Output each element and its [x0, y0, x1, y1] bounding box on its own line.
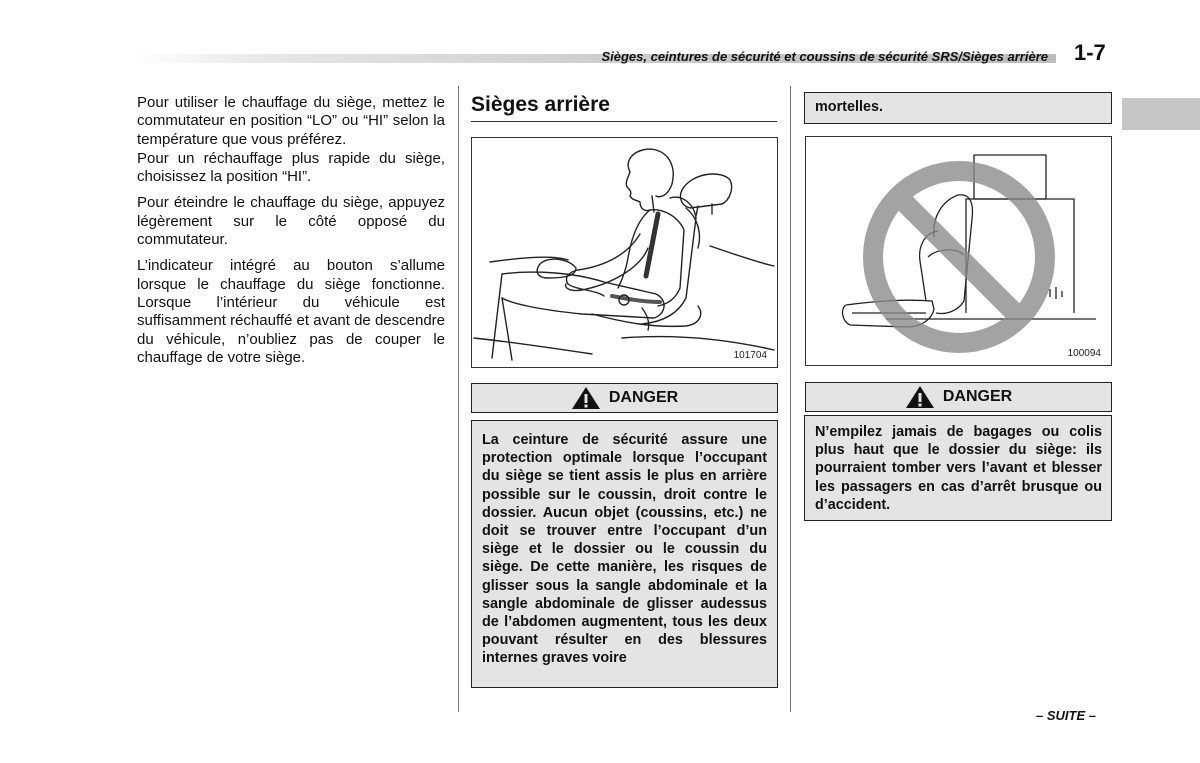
paragraph: Pour un réchauffage plus rapide du siège, choisissez la position “HI”.	[137, 149, 445, 186]
paragraph: Pour utiliser le chauffage du siège, mettez le commutateur en position “LO” ou “HI” selon la température que vous préférez.	[137, 94, 445, 148]
seated-passenger-drawing	[472, 138, 777, 367]
danger-message-box	[804, 415, 1112, 521]
running-header-title: Sièges, ceintures de sécurité et coussins de sécurité SRS/Sièges arrière	[601, 49, 1048, 64]
figure-code: 101704	[733, 350, 767, 361]
danger-header	[805, 382, 1112, 412]
danger-message-box	[471, 420, 778, 688]
danger-message: La ceinture de sécurité assure une protection optimale lorsque l’occupant du siège se tient assis le plus en arrière possible sur le coussin, droit contre le dossier. Aucun objet (coussins, etc.) ne doit se trouver entre l’occupant d’un siège et le dossier ou le coussin du siège. De cette manière, les risques de glisser sous la sangle abdominale et la sangle abdominale de glisser audessus de l’abdomen augmentent, tous les deux pouvant résulter en des blessures internes graves voire	[482, 432, 767, 667]
paragraph: Pour éteindre le chauffage du siège, appuyez légèrement sur le côté opposé du commutateur.	[137, 194, 445, 249]
danger-header	[471, 383, 778, 413]
continued-danger-text: mortelles.	[815, 99, 883, 115]
danger-message: N’empilez jamais de bagages ou colis plus haut que le dossier du siège: ils pourraient tomber vers l’avant et blesser les passagers en cas d’arrêt brusque ou d’accident.	[815, 424, 1102, 513]
section-title-rule	[471, 121, 777, 122]
no-stacking-luggage-drawing	[806, 137, 1111, 365]
section-thumb-tab	[1122, 98, 1200, 130]
page-number: 1-7	[1074, 40, 1106, 65]
warning-triangle-icon	[571, 386, 601, 410]
figure-code: 100094	[1067, 348, 1101, 359]
warning-triangle-icon	[905, 385, 935, 409]
danger-label: DANGER	[942, 388, 1013, 405]
danger-label: DANGER	[608, 389, 679, 406]
prohibited-luggage-illustration	[805, 136, 1112, 366]
column-1-text	[137, 94, 445, 375]
seated-passenger-illustration	[471, 137, 778, 368]
column-divider	[790, 86, 791, 712]
section-title: Sièges arrière	[471, 93, 610, 116]
continued-danger-box	[804, 92, 1112, 124]
column-divider	[458, 86, 459, 712]
paragraph: L’indicateur intégré au bouton s’allume lorsque le chauffage du siège fonctionne. Lorsque l’intérieur du véhicule est suffisamment réchauffé et avant de descendre du véhicule, n’oubliez pas de couper le chauffage de votre siège.	[137, 257, 445, 366]
continued-marker: – SUITE –	[1036, 708, 1096, 723]
